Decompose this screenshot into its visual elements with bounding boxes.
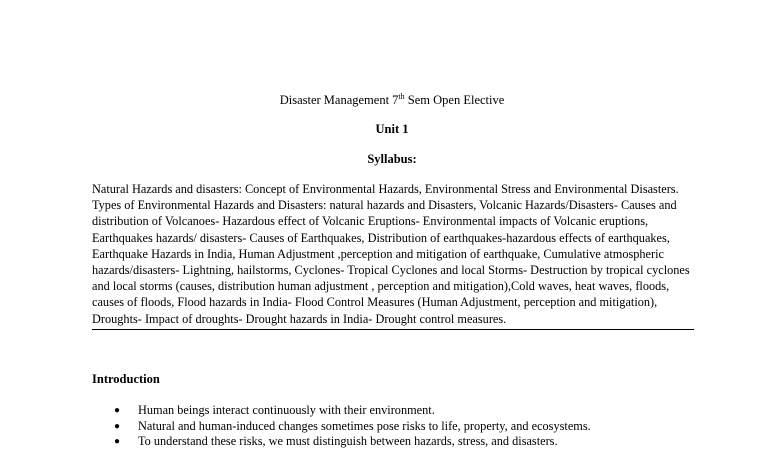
title-suffix: Sem Open Elective <box>404 93 505 107</box>
syllabus-paragraph: Natural Hazards and disasters: Concept of Environmental Hazards, Environmental Stress and Environmental Disasters. Types of Environmental Hazards and Disasters: natural hazards and Disasters, Volcanic Hazards/Disasters- Causes and distribution of Volcanoes- Hazardous effect of Volcanic Eruptions- Environmental impacts of Volcanic eruptions, Earthquakes hazards/ disasters- Causes of Earthquakes, Distribution of earthquakes-hazardous effects of earthquakes, Earthquake Hazards in India, Human Adjustment ,perception and mitigation of earthquake, Cumulative atmospheric hazards/disasters- Lightning, hailstorms, Cyclones- Tropical Cyclones and local Storms- Destruction by tropical cyclones and local storms (causes, distribution human adjustment , perception and mitigation),Cold waves, heat waves, floods, causes of floods, Flood hazards in India- Flood Control Measures (Human Adjustment, perception and mitigation), Droughts- Impact of droughts- Drought hazards in India- Drought control measures. <box>92 181 694 330</box>
list-item <box>114 403 734 419</box>
unit-heading: Unit 1 <box>375 122 409 136</box>
syllabus-heading: Syllabus: <box>367 152 417 166</box>
bullet-icon: ● <box>114 436 121 448</box>
list-item <box>114 419 734 435</box>
title-text: Disaster Management 7 <box>279 93 399 107</box>
title-superscript: th <box>398 92 405 101</box>
list-item-text: Human beings interact continuously with their environment. <box>138 403 435 417</box>
document-title <box>0 92 784 108</box>
bullet-icon: ● <box>114 420 121 432</box>
bullet-icon: ● <box>114 405 121 416</box>
introduction-bullet-list <box>114 403 734 450</box>
list-item <box>114 434 734 450</box>
introduction-heading: Introduction <box>92 372 160 386</box>
list-item-text: Natural and human-induced changes sometimes pose risks to life, property, and ecosystems. <box>138 418 591 433</box>
list-item-text: To understand these risks, we must distinguish between hazards, stress, and disasters. <box>138 434 558 449</box>
